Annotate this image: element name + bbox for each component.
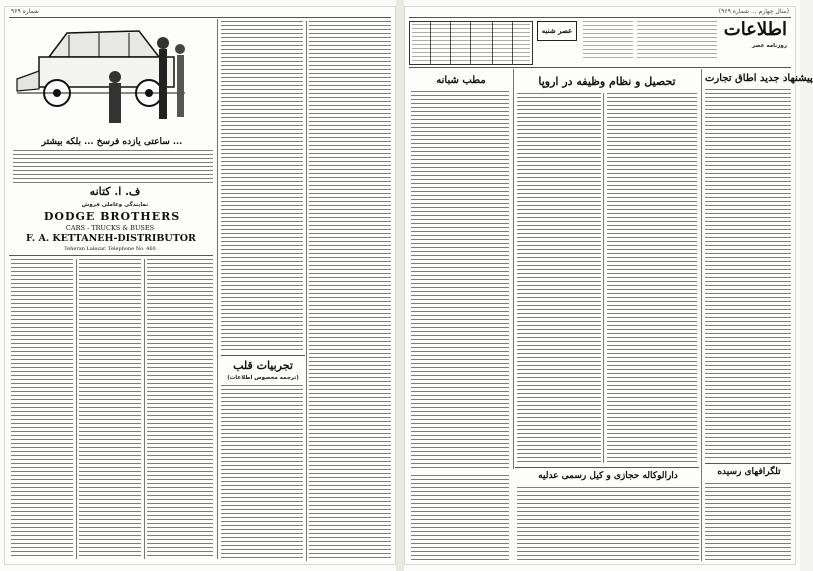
dealer-address: Teheran Lalezar. Telephone No. 460 [64, 246, 156, 252]
rates-table [409, 21, 533, 65]
left-page [4, 6, 396, 565]
middle-column-1 [607, 93, 697, 463]
dealer-name-fa: ف. ا. کتانه [89, 185, 141, 198]
telegrams-body [705, 483, 791, 561]
right-column-1 [705, 89, 791, 459]
weekday-box [537, 21, 577, 41]
page-gutter [396, 0, 404, 571]
header-rule [409, 17, 791, 18]
masthead-rule [409, 67, 791, 68]
left-column-5 [309, 21, 391, 561]
headline-law-office: دارالوکاله حجازی و کیل رسمی عدلیه [538, 471, 678, 481]
left-column-2 [79, 259, 141, 559]
column-divider [603, 93, 604, 463]
left-column-4 [221, 21, 303, 351]
dealer-brand: DODGE BROTHERS [43, 210, 181, 223]
middle-column-2 [517, 93, 601, 463]
headline-chamber-of-commerce: پیشنهاد جدید اطاق تجارت [705, 73, 813, 84]
article-rule [221, 355, 305, 356]
left-column-main [411, 91, 509, 471]
left-column-1 [11, 259, 73, 559]
left-column-bottom [411, 475, 509, 561]
dodge-car-drawing [9, 19, 211, 134]
right-page [404, 6, 813, 565]
ad-bottom-rule [9, 255, 213, 256]
weekday-label: عصر شنبه [541, 26, 573, 35]
car-illustration [9, 19, 211, 134]
law-office-body [517, 487, 699, 561]
dealer-distributor: F. A. KETTANEH-DISTRIBUTOR [26, 233, 196, 244]
legal-ad-rule [515, 467, 699, 468]
masthead-details [583, 21, 633, 61]
article-heading: تجربیات قلب [233, 359, 293, 372]
dealer-ad-body [13, 150, 213, 184]
dealer-tagline: ساعتی یازده فرسخ ... بلکه بیشتر ... [41, 137, 183, 147]
masthead-subtitle: روزنامه عصر [751, 43, 787, 49]
left-column-3 [147, 259, 213, 559]
headline-night-clinic: مطب شبانه [436, 75, 486, 86]
column-divider [76, 259, 77, 559]
masthead-info [637, 21, 717, 61]
column-divider [306, 21, 307, 561]
article-subheading: (ترجمه مخصوص اطلاعات) [227, 375, 299, 381]
dealer-products: CARS - TRUCKS & BUSES [65, 224, 155, 232]
column-divider [217, 19, 218, 559]
column-divider [513, 69, 514, 469]
masthead-title: اطلاعات [723, 19, 787, 40]
header-rule [9, 17, 391, 18]
issue-header: (سال چهارم ... شماره ۹۶۹) [718, 8, 789, 15]
headline-telegrams: تلگرافهای رسیده [717, 467, 781, 477]
page-number-header: شماره ۹۶۹ [11, 8, 39, 15]
column-divider [701, 69, 702, 561]
column-divider [144, 259, 145, 559]
article-body [221, 385, 303, 561]
headline-education-military: تحصیل و نظام وظیفه در اروپا [538, 75, 676, 88]
dealer-agency: نمایندگی وعاملی فروش [81, 202, 149, 208]
telegram-rule [705, 463, 791, 464]
